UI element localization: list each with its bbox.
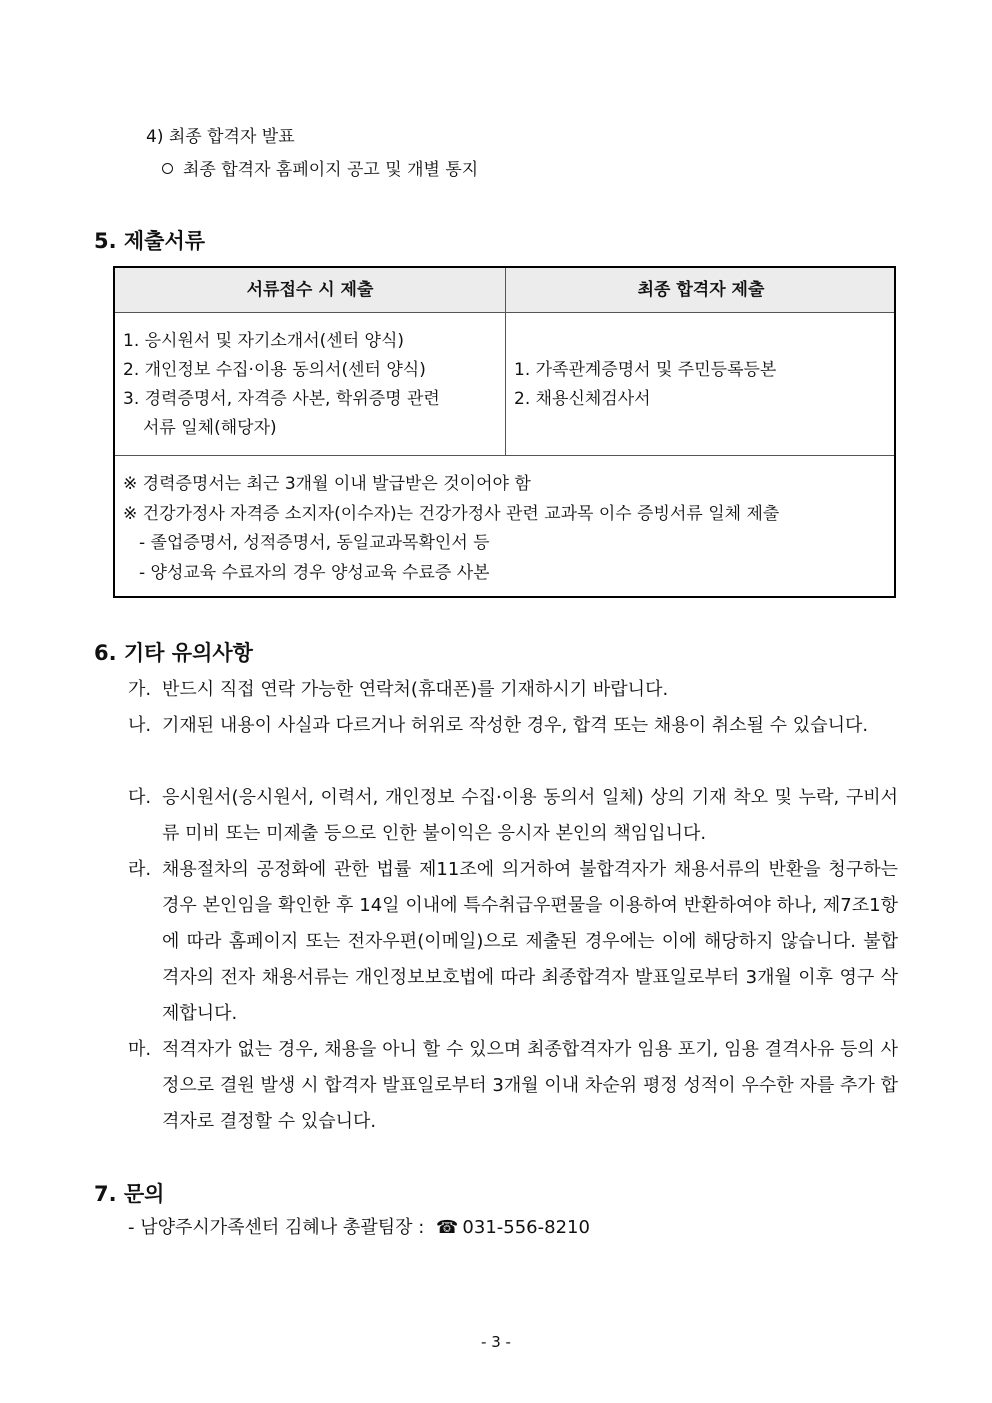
notice-text: 적격자가 없는 경우, 채용을 아니 할 수 있으며 최종합격자가 임용 포기, 임용 결격사유 등의 사정으로 결원 발생 시 합격자 발표일로부터 3개월 이내 차순위 평정 성적이 우수한 자를 추가 합격자로 결정할 수 있습니다. — [162, 1039, 898, 1132]
step4-title: 4) 최종 합격자 발표 — [146, 127, 295, 147]
contact-line — [128, 1216, 590, 1240]
section6-heading: 6. 기타 유의사항 — [94, 641, 253, 665]
contact-phone: 031-556-8210 — [462, 1217, 590, 1238]
section7-heading: 7. 문의 — [94, 1182, 165, 1206]
notice-text: 채용절차의 공정화에 관한 법률 제11조에 의거하여 불합격자가 채용서류의 반환을 청구하는 경우 본인임을 확인한 후 14일 이내에 특수취급우편물을 이용하여 반환하여야 하나, 제7조1항에 따라 홈페이지 또는 전자우편(이메일)으로 제출된 경우에는 이에 해당하지 않습니다. 불합격자의 전자 채용서류는 개인정보보호법에 따라 최종합격자 발표일로부터 3개월 이후 영구 삭제합니다. — [162, 859, 898, 1024]
notice-marker: 다. — [128, 787, 152, 808]
notice-item — [128, 852, 898, 1032]
note-sub-graduation: - 졸업증명서, 성적증명서, 동일교과목확인서 등 — [139, 533, 490, 553]
notice-marker: 나. — [128, 715, 152, 736]
section5-heading: 5. 제출서류 — [94, 229, 206, 253]
circle-bullet-icon — [162, 163, 173, 174]
note-family-counselor: ※ 건강가정사 자격증 소지자(이수자)는 건강가정사 관련 교과목 이수 증빙서류 일체 제출 — [123, 504, 780, 524]
notice-marker: 가. — [128, 679, 152, 700]
submission-documents-table — [113, 266, 896, 598]
telephone-icon: ☎ — [436, 1217, 459, 1238]
notice-text: 응시원서(응시원서, 이력서, 개인정보 수집·이용 동의서 일체) 상의 기재 착오 및 누락, 구비서류 미비 또는 미제출 등으로 인한 불이익은 응시자 본인의 책임입니다. — [162, 787, 898, 844]
notice-marker: 마. — [128, 1039, 152, 1060]
step4-bullet-row — [162, 159, 478, 181]
application-doc-3-cont: 서류 일체(해당자) — [143, 418, 277, 438]
notice-text: 기재된 내용이 사실과 다르거나 허위로 작성한 경우, 합격 또는 채용이 취소될 수 있습니다. — [162, 715, 869, 736]
header-final-docs: 최종 합격자 제출 — [637, 280, 765, 300]
table-column-divider — [505, 268, 506, 455]
notice-item — [128, 708, 898, 744]
note-sub-training: - 양성교육 수료자의 경우 양성교육 수료증 사본 — [139, 563, 490, 583]
final-doc-2: 2. 채용신체검사서 — [514, 389, 651, 409]
notice-item — [128, 1032, 898, 1140]
notice-item — [128, 780, 898, 852]
application-doc-1: 1. 응시원서 및 자기소개서(센터 양식) — [123, 331, 405, 351]
notice-marker: 라. — [128, 859, 152, 880]
contact-prefix: - 남양주시가족센터 김혜나 총괄팀장 : — [128, 1217, 425, 1238]
header-application-docs: 서류접수 시 제출 — [246, 280, 374, 300]
table-row-divider — [115, 455, 894, 456]
page-number: - 3 - — [481, 1333, 511, 1351]
application-doc-3: 3. 경력증명서, 자격증 사본, 학위증명 관련 — [123, 389, 440, 409]
final-doc-1: 1. 가족관계증명서 및 주민등록등본 — [514, 360, 777, 380]
notice-text: 반드시 직접 연락 가능한 연락처(휴대폰)를 기재하시기 바랍니다. — [162, 679, 669, 700]
step4-bullet-text: 최종 합격자 홈페이지 공고 및 개별 통지 — [183, 160, 479, 180]
note-career-certificate: ※ 경력증명서는 최근 3개월 이내 발급받은 것이어야 함 — [123, 474, 531, 494]
notice-item — [128, 672, 898, 708]
application-doc-2: 2. 개인정보 수집·이용 동의서(센터 양식) — [123, 360, 426, 380]
